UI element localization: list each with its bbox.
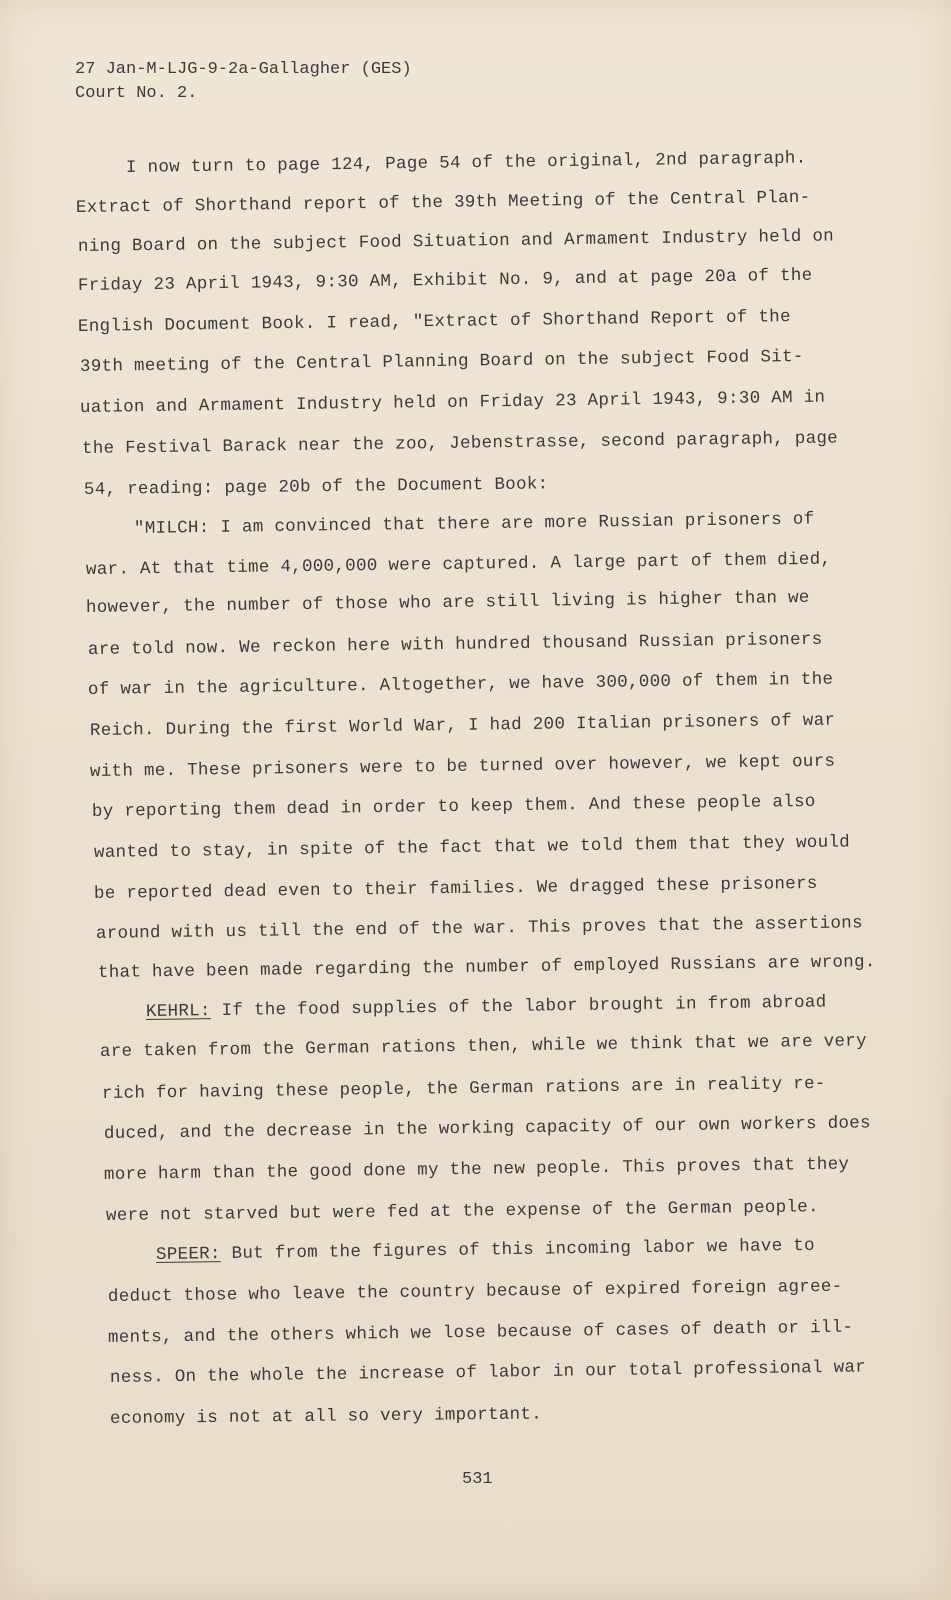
body-line: the Festival Barack near the zoo, Jebenstrasse, second paragraph, page	[81, 428, 839, 459]
speaker-speer: SPEER:	[155, 1244, 221, 1265]
speaker-kehrl: KEHRL:	[145, 1001, 211, 1022]
header-court: Court No. 2.	[75, 84, 198, 103]
body-line: 39th meeting of the Central Planning Board on the subject Food Sit-	[79, 346, 804, 377]
body-line: with me. These prisoners were to be turned over however, we kept ours	[89, 751, 836, 782]
body-line: however, the number of those who are still living is higher than we	[85, 587, 810, 618]
body-line-kehrl	[146, 992, 827, 1021]
body-line: are taken from the German rations then, while we think that we are very	[99, 1031, 867, 1062]
header-reference: 27 Jan-M-LJG-9-2a-Gallagher (GES)	[75, 60, 412, 79]
body-line: duced, and the decrease in the working capacity of our own workers does	[103, 1113, 871, 1144]
body-line: ness. On the whole the increase of labor in our total professional war	[109, 1357, 867, 1388]
body-line: deduct those who leave the country because of expired foreign agree-	[107, 1276, 843, 1307]
body-line: of war in the agriculture. Altogether, we have 300,000 of them in the	[87, 669, 834, 700]
body-line: ning Board on the subject Food Situation and Armament Industry held on	[77, 226, 835, 257]
body-line: be reported dead even to their families. We dragged these prisoners	[93, 873, 818, 904]
body-line: that have been made regarding the number of employed Russians are wrong.	[97, 952, 876, 983]
body-line: Extract of Shorthand report of the 39th Meeting of the Central Plan-	[75, 187, 811, 218]
body-line: 54, reading: page 20b of the Document Book:	[83, 474, 549, 500]
page-number: 531	[462, 1470, 493, 1489]
body-line: are told now. We reckon here with hundred thousand Russian prisoners	[87, 629, 823, 660]
body-line: rich for having these people, the German rations are in reality re-	[101, 1073, 826, 1104]
body-line: more harm than the good done my the new people. This proves that they	[103, 1154, 850, 1185]
body-line-speer	[156, 1236, 815, 1265]
body-line: uation and Armament Industry held on Friday 23 April 1943, 9:30 AM in	[79, 387, 826, 418]
body-line: were not starved but were fed at the expense of the German people.	[105, 1197, 819, 1226]
body-line: war. At that time 4,000,000 were captured. A large part of them died,	[85, 549, 832, 580]
body-line: economy is not at all so very important.	[109, 1404, 543, 1429]
body-line: Reich. During the first World War, I had 200 Italian prisoners of war	[89, 710, 836, 741]
body-line: "MILCH: I am convinced that there are more Russian prisoners of	[133, 509, 815, 539]
body-line: English Document Book. I read, "Extract of Shorthand Report of the	[77, 307, 791, 337]
body-line: ments, and the others which we lose because of cases of death or ill-	[107, 1317, 854, 1348]
body-line: around with us till the end of the war. This proves that the assertions	[95, 913, 863, 944]
body-line: I now turn to page 124, Page 54 of the original, 2nd paragraph.	[125, 148, 807, 178]
body-line: wanted to stay, in spite of the fact that we told them that they would	[93, 832, 851, 863]
body-line: by reporting them dead in order to keep them. And these people also	[91, 791, 816, 822]
speer-text: But from the figures of this incoming labor we have to	[220, 1235, 815, 1265]
kehrl-text: If the food supplies of the labor brought in from abroad	[210, 992, 827, 1022]
body-line: Friday 23 April 1943, 9:30 AM, Exhibit No. 9, and at page 20a of the	[77, 265, 813, 296]
